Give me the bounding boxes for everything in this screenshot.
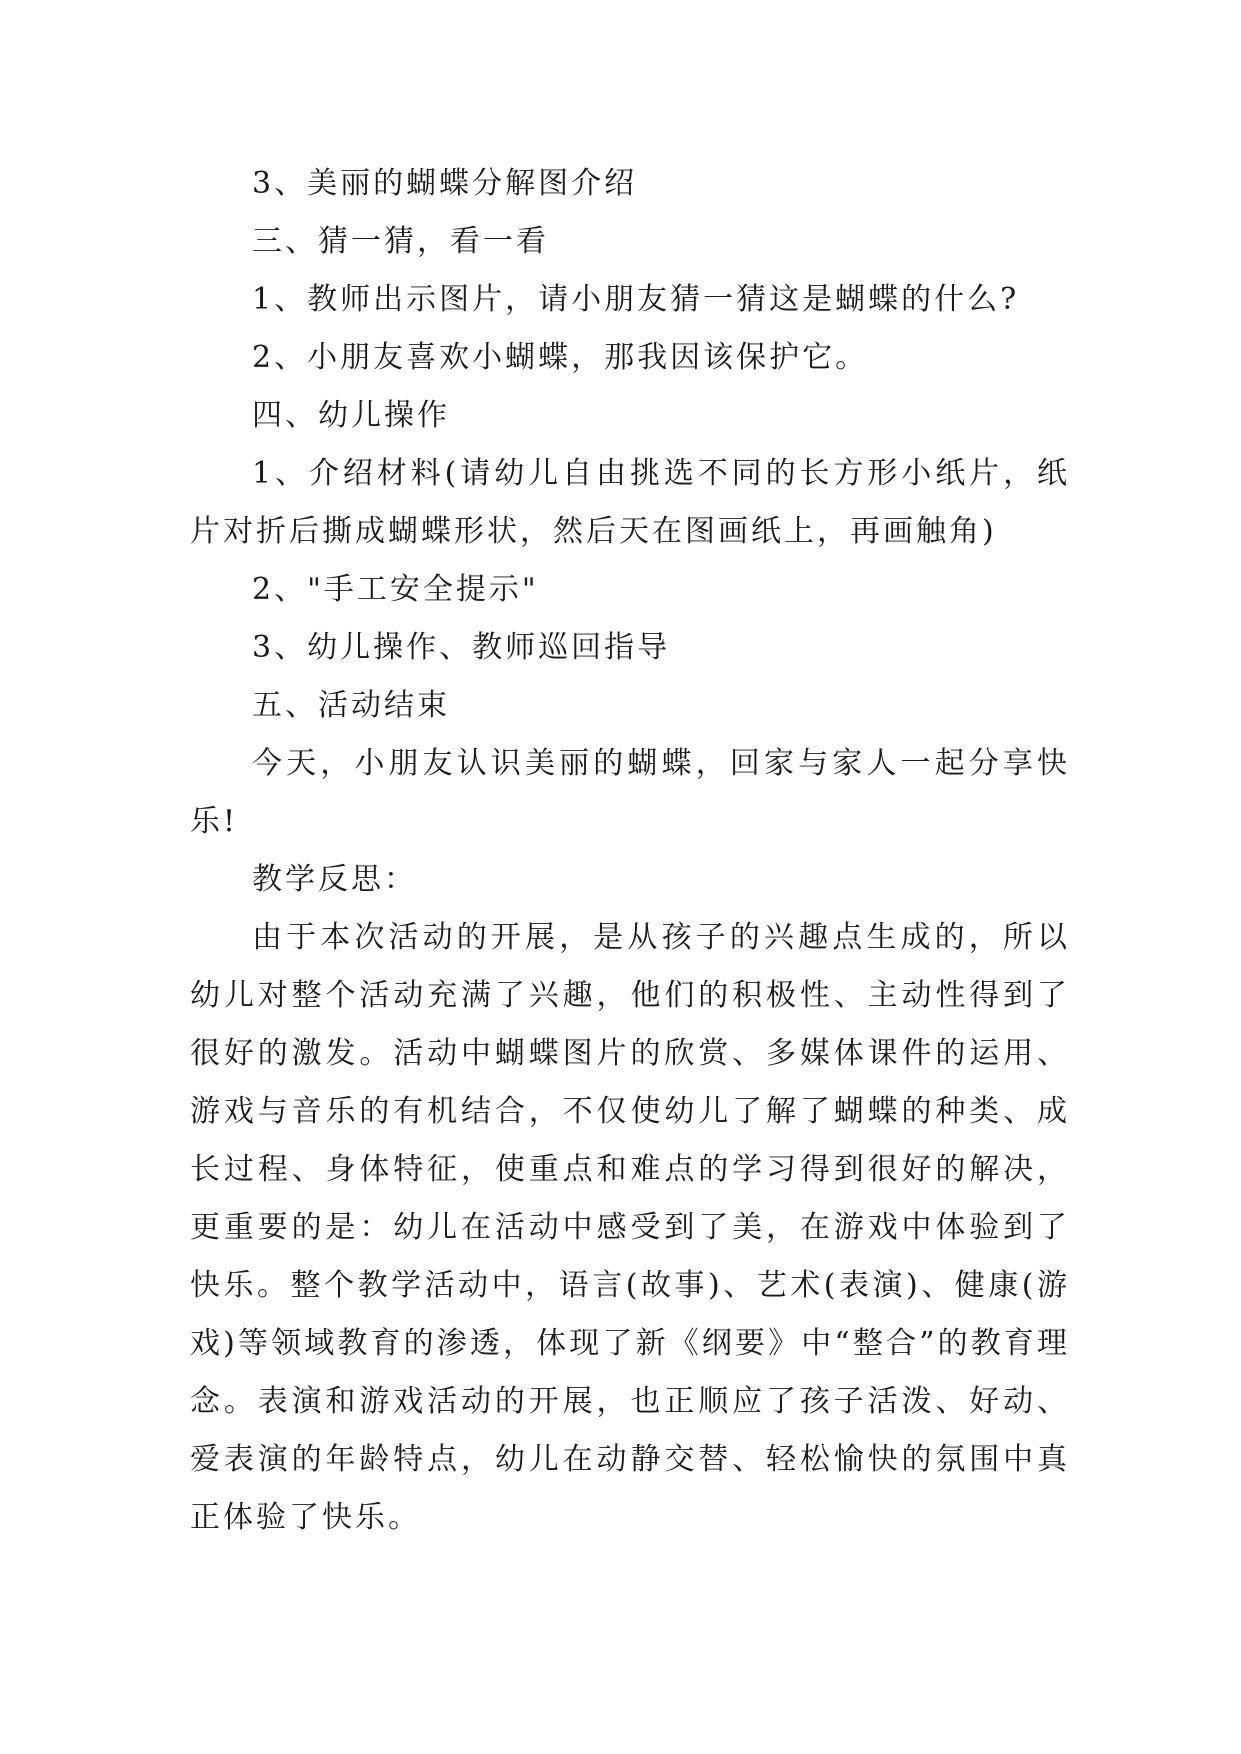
paragraph-operation-step-1: 1、介绍材料(请幼儿自由挑选不同的长方形小纸片，纸片对折后撕成蝴蝶形状，然后天在图画纸上，再画触角) [190,456,1070,549]
paragraph-heading-reflection: 教学反思： [252,862,417,897]
paragraph-operation-step-2: 2、"手工安全提示" [252,572,539,607]
paragraph-section-3-intro: 3、美丽的蝴蝶分解图介绍 [252,166,638,201]
paragraph-heading-ending: 五、活动结束 [252,688,450,723]
paragraph-guess-step-1: 1、教师出示图片，请小朋友猜一猜这是蝴蝶的什么? [252,282,1020,317]
paragraph-heading-operation: 四、幼儿操作 [252,398,450,433]
paragraph-operation-step-3: 3、幼儿操作、教师巡回指导 [252,630,671,665]
document-body [190,155,1070,1547]
paragraph-reflection-text: 由于本次活动的开展，是从孩子的兴趣点生成的，所以幼儿对整个活动充满了兴趣，他们的积极性、主动性得到了很好的激发。活动中蝴蝶图片的欣赏、多媒体课件的运用、游戏与音乐的有机结合，不仅使幼儿了解了蝴蝶的种类、成长过程、身体特征，使重点和难点的学习得到很好的解决，更重要的是：幼儿在活动中感受到了美，在游戏中体验到了快乐。整个教学活动中，语言(故事)、艺术(表演)、健康(游戏)等领域教育的渗透，体现了新《纲要》中“整合”的教育理念。表演和游戏活动的开展，也正顺应了孩子活泼、好动、爱表演的年龄特点，幼儿在动静交替、轻松愉快的氛围中真正体验了快乐。 [190,920,1070,1535]
paragraph-ending-text: 今天，小朋友认识美丽的蝴蝶，回家与家人一起分享快乐! [190,746,1070,839]
paragraph-guess-step-2: 2、小朋友喜欢小蝴蝶，那我因该保护它。 [252,340,869,375]
paragraph-heading-guess: 三、猜一猜，看一看 [252,224,549,259]
